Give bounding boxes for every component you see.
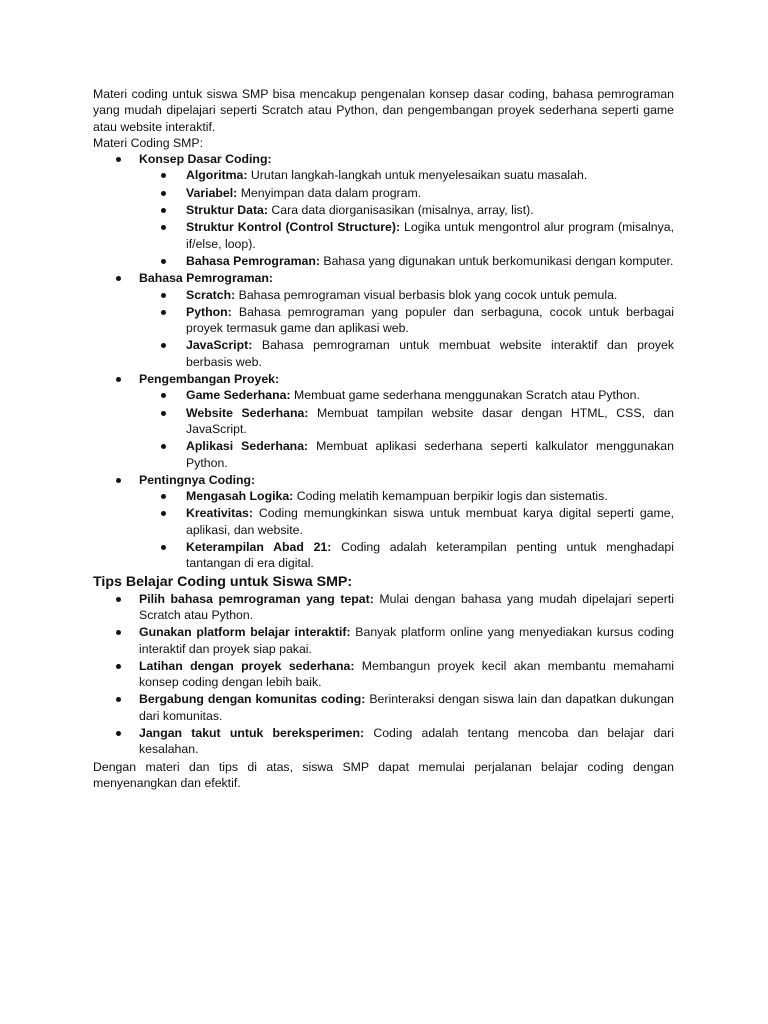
item-term: Bahasa Pemrograman: xyxy=(186,253,320,268)
list-item xyxy=(139,167,674,183)
list-item xyxy=(93,658,674,691)
item-term: Pilih bahasa pemrograman yang tepat: xyxy=(139,591,374,606)
item-term: Variabel: xyxy=(186,185,238,200)
item-term: Jangan takut untuk bereksperimen: xyxy=(139,725,365,740)
item-term: Game Sederhana: xyxy=(186,388,291,403)
list-item xyxy=(139,202,674,218)
intro-paragraph: Materi coding untuk siswa SMP bisa mencakup pengenalan konsep dasar coding, bahasa pemrograman yang mudah dipelajari seperti Scratch atau Python, dan pengembangan proyek sederhana seperti game atau website interaktif. xyxy=(93,87,674,134)
section-konsep-dasar xyxy=(93,151,674,269)
item-desc: Berinteraksi dengan siswa lain dan dapatkan dukungan dari komunitas. xyxy=(139,692,674,723)
item-desc: Bahasa yang digunakan untuk berkomunikasi dengan komputer. xyxy=(323,253,674,268)
item-term: Kreativitas: xyxy=(186,506,253,521)
section-title: Pengembangan Proyek: xyxy=(139,372,280,387)
document-page xyxy=(93,86,674,791)
item-desc: Logika untuk mengontrol alur program (misalnya, if/else, loop). xyxy=(186,220,675,251)
sub-list xyxy=(139,387,674,470)
item-term: Python: xyxy=(186,304,232,319)
list-item xyxy=(93,725,674,758)
list-item xyxy=(139,539,674,572)
list-item xyxy=(93,591,674,624)
section-pengembangan-proyek xyxy=(93,371,674,471)
list-item xyxy=(139,405,674,438)
item-desc: Bahasa pemrograman yang populer dan serbaguna, cocok untuk berbagai proyek termasuk game dan aplikasi web. xyxy=(186,304,675,336)
item-term: Struktur Kontrol (Control Structure): xyxy=(186,220,401,235)
list-item xyxy=(139,387,674,403)
list-item xyxy=(139,253,674,269)
item-term: Website Sederhana: xyxy=(186,405,309,420)
tips-list xyxy=(93,591,674,758)
list-item xyxy=(139,488,674,504)
item-desc: Menyimpan data dalam program. xyxy=(240,185,422,200)
list-item xyxy=(93,691,674,724)
materi-list xyxy=(93,151,674,571)
item-desc: Bahasa pemrograman visual berbasis blok yang cocok untuk pemula. xyxy=(238,287,618,302)
section-title: Pentingnya Coding: xyxy=(139,472,256,487)
item-term: Algoritma: xyxy=(186,168,248,183)
list-item xyxy=(139,219,674,252)
item-desc: Coding adalah keterampilan penting untuk menghadapi tantangan di era digital. xyxy=(186,540,674,571)
item-desc: Membuat tampilan website dasar dengan HTML, CSS, dan JavaScript. xyxy=(186,405,674,436)
list-item xyxy=(139,438,674,471)
closing-paragraph: Dengan materi dan tips di atas, siswa SMP dapat memulai perjalanan belajar coding dengan menyenangkan dan efektif. xyxy=(93,759,674,790)
item-term: Struktur Data: xyxy=(186,203,268,218)
item-desc: Mulai dengan bahasa yang mudah dipelajari seperti Scratch atau Python. xyxy=(139,591,675,622)
sub-list xyxy=(139,287,674,370)
item-desc: Cara data diorganisasikan (misalnya, array, list). xyxy=(271,203,534,218)
item-desc: Membangun proyek kecil akan membantu memahami konsep coding dengan lebih baik. xyxy=(139,658,674,690)
item-term: Keterampilan Abad 21: xyxy=(186,540,332,555)
item-term: Bergabung dengan komunitas coding: xyxy=(139,692,366,707)
sub-list xyxy=(139,167,674,269)
item-desc: Urutan langkah-langkah untuk menyelesaikan suatu masalah. xyxy=(250,168,588,183)
section-title: Konsep Dasar Coding: xyxy=(139,152,272,167)
item-desc: Bahasa pemrograman untuk membuat website interaktif dan proyek berbasis web. xyxy=(186,338,674,369)
materi-label: Materi Coding SMP: xyxy=(93,135,204,150)
list-item xyxy=(139,304,674,337)
item-desc: Membuat aplikasi sederhana seperti kalkulator menggunakan Python. xyxy=(186,439,674,470)
item-term: Scratch: xyxy=(186,287,236,302)
list-item xyxy=(93,624,674,657)
item-term: Latihan dengan proyek sederhana: xyxy=(139,658,355,673)
list-item xyxy=(139,337,674,370)
section-pentingnya-coding xyxy=(93,472,674,572)
item-desc: Coding melatih kemampuan berpikir logis dan sistematis. xyxy=(296,489,608,504)
section-bahasa-pemrograman xyxy=(93,270,674,370)
item-desc: Coding memungkinkan siswa untuk membuat karya digital seperti game, aplikasi, dan website. xyxy=(186,506,674,537)
section-title: Bahasa Pemrograman: xyxy=(139,271,273,286)
item-term: JavaScript: xyxy=(186,338,253,353)
tips-heading: Tips Belajar Coding untuk Siswa SMP: xyxy=(93,573,353,590)
item-term: Gunakan platform belajar interaktif: xyxy=(139,625,351,640)
item-term: Aplikasi Sederhana: xyxy=(186,439,309,454)
item-term: Mengasah Logika: xyxy=(186,489,294,504)
sub-list xyxy=(139,488,674,571)
item-desc: Banyak platform online yang menyediakan kursus coding interaktif dan proyek siap pakai. xyxy=(139,625,674,656)
list-item xyxy=(139,287,674,303)
item-desc: Membuat game sederhana menggunakan Scratch atau Python. xyxy=(294,388,640,403)
item-desc: Coding adalah tentang mencoba dan belajar dari kesalahan. xyxy=(139,725,675,757)
list-item xyxy=(139,505,674,538)
list-item xyxy=(139,185,674,201)
